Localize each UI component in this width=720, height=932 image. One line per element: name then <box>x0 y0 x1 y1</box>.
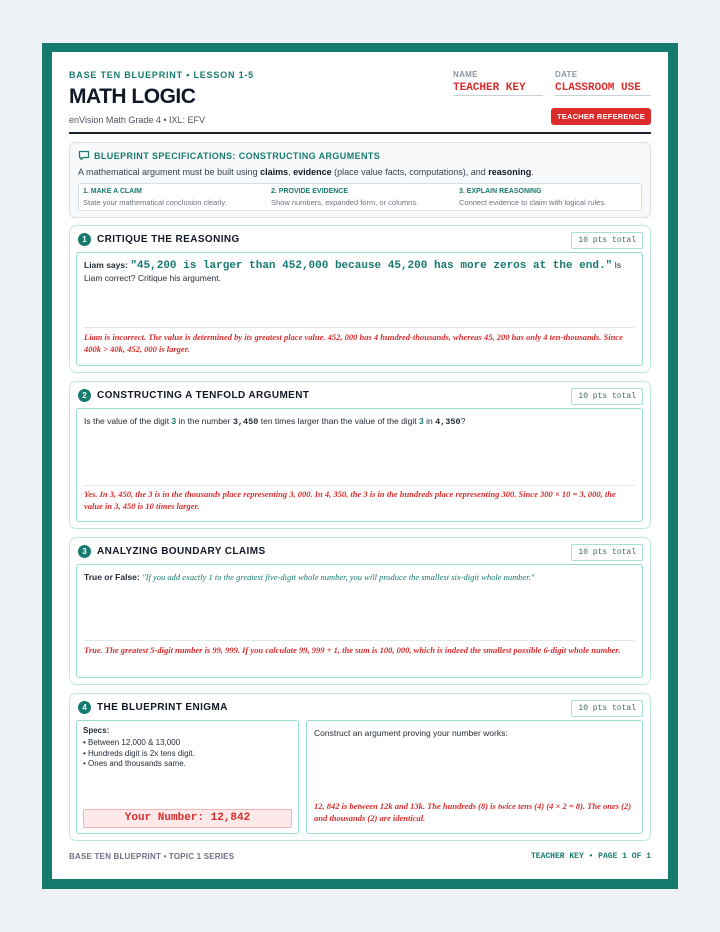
number-highlight: 4,350 <box>435 417 461 427</box>
answer-box[interactable] <box>76 564 643 678</box>
spec-column-claim <box>83 188 263 207</box>
column-heading: 1. MAKE A CLAIM <box>83 188 142 195</box>
question-header <box>78 233 240 246</box>
question-1 <box>69 225 651 373</box>
question-title: CRITIQUE THE REASONING <box>97 234 240 245</box>
spec-title <box>78 150 380 161</box>
points-badge: 10 pts total <box>571 700 643 717</box>
column-heading: 2. PROVIDE EVIDENCE <box>271 188 349 195</box>
column-description: State your mathematical conclusion clearly. <box>83 198 227 207</box>
spec-period: . <box>531 167 534 177</box>
answer-key: Liam is incorrect. The value is determined by its greatest place value. 452, 000 has 4 hundred-thousands, whereas 45, 200 has only 4 ten-thousands. Since 400k > 40k, 452, 000 is larger. <box>84 332 623 354</box>
prompt-lead: Liam says: <box>84 260 131 270</box>
answer-key: Yes. In 3, 450, the 3 is in the thousands place representing 3, 000. In 4, 350, the 3 is in the hundreds place representing 300. Since 300 × 10 = 3, 000, the value in 3, 450 is 10 times larger. <box>84 489 616 511</box>
prompt-tail: Is Liam correct? Critique his argument. <box>84 260 622 283</box>
name-field[interactable] <box>453 70 543 96</box>
answer-key: 12, 842 is between 12k and 13k. The hundreds (8) is twice tens (4) (4 × 2 = 8). The ones (2) and thousands (2) are identical. <box>314 801 632 823</box>
spec-item: • Hundreds digit is 2x tens digit. <box>83 748 195 758</box>
your-number-field[interactable]: Your Number: 12,842 <box>83 809 292 828</box>
points-badge: 10 pts total <box>571 232 643 249</box>
specs-box <box>76 720 299 834</box>
page-title: MATH LOGIC <box>69 85 196 108</box>
question-prompt <box>84 571 634 583</box>
date-value: CLASSROOM USE <box>555 82 651 96</box>
prompt-text: ? <box>460 416 466 426</box>
answer-divider <box>84 640 635 641</box>
question-prompt <box>84 259 634 284</box>
question-header <box>78 701 228 714</box>
worksheet <box>52 52 668 879</box>
worksheet-header <box>69 70 651 134</box>
spec-item: • Between 12,000 & 13,000 <box>83 738 181 747</box>
argument-prompt: Construct an argument proving your number works: <box>314 728 508 738</box>
teacher-reference-badge: TEACHER REFERENCE <box>551 108 651 125</box>
question-title: THE BLUEPRINT ENIGMA <box>97 702 228 713</box>
prompt-lead: True or False: <box>84 572 143 582</box>
question-prompt <box>84 415 634 428</box>
specs-heading: Specs: <box>83 726 110 735</box>
question-number: 1 <box>78 233 91 246</box>
digit-highlight: 3 <box>171 416 177 426</box>
spec-title-text: BLUEPRINT SPECIFICATIONS: CONSTRUCTING ARGUMENTS <box>94 150 381 161</box>
prompt-text: ten times larger than the value of the digit <box>258 416 420 426</box>
prompt-text: in the number <box>176 416 233 426</box>
spec-intro <box>78 167 534 177</box>
column-heading: 3. EXPLAIN REASONING <box>459 188 542 195</box>
question-number: 3 <box>78 545 91 558</box>
column-description: Connect evidence to claim with logical rules. <box>459 198 607 207</box>
lesson-eyebrow: BASE TEN BLUEPRINT • LESSON 1-5 <box>69 70 254 80</box>
points-badge: 10 pts total <box>571 544 643 561</box>
footer-series: BASE TEN BLUEPRINT • TOPIC 1 SERIES <box>69 852 235 861</box>
spec-intro-a: A mathematical argument must be built using <box>78 167 261 177</box>
name-value: TEACHER KEY <box>453 82 543 96</box>
answer-divider <box>84 485 635 486</box>
spec-comma: , <box>288 167 294 177</box>
date-field[interactable] <box>555 70 651 96</box>
column-description: Show numbers, expanded form, or columns. <box>271 198 419 207</box>
question-header <box>78 389 309 402</box>
footer-page: TEACHER KEY • PAGE 1 OF 1 <box>530 852 651 861</box>
question-number: 2 <box>78 389 91 402</box>
curriculum-subline: enVision Math Grade 4 • IXL: EFV <box>69 115 206 125</box>
answer-key: True. The greatest 5-digit number is 99, 999. If you calculate 99, 999 + 1, the sum is 100, 000, which is indeed the smallest possible 6-digit whole number. <box>84 645 621 655</box>
question-3 <box>69 537 651 685</box>
digit-highlight: 3 <box>419 416 424 426</box>
spec-column-evidence <box>271 188 451 207</box>
number-highlight: 3,450 <box>232 417 259 427</box>
argument-box[interactable] <box>306 720 643 834</box>
answer-divider <box>84 327 635 328</box>
claims-term: claims <box>260 167 289 177</box>
spec-intro-b: (place value facts, computations), and <box>331 167 489 177</box>
liam-quote: "45,200 is larger than 452,000 because 45,200 has more zeros at the end." <box>130 260 613 272</box>
date-label: DATE <box>555 70 578 79</box>
claim-quote: "If you add exactly 1 to the greatest five-digit whole number, you will produce the smallest six-digit whole number." <box>142 572 535 582</box>
spec-column-reasoning <box>459 188 639 207</box>
question-2 <box>69 381 651 529</box>
name-label: NAME <box>453 70 478 79</box>
spec-item: • Ones and thousands same. <box>83 759 186 768</box>
evidence-term: evidence <box>293 167 332 177</box>
prompt-text: Is the value of the digit <box>84 416 172 426</box>
spec-box <box>69 142 651 218</box>
question-header <box>78 545 266 558</box>
points-badge: 10 pts total <box>571 388 643 405</box>
prompt-text: in <box>423 416 436 426</box>
spec-columns <box>78 183 642 211</box>
reasoning-term: reasoning <box>488 167 532 177</box>
answer-box[interactable] <box>76 408 643 522</box>
question-number: 4 <box>78 701 91 714</box>
specs-list <box>83 738 195 770</box>
question-title: CONSTRUCTING A TENFOLD ARGUMENT <box>97 390 310 401</box>
question-title: ANALYZING BOUNDARY CLAIMS <box>97 546 266 557</box>
answer-box[interactable] <box>76 252 643 366</box>
question-4 <box>69 693 651 841</box>
speech-bubble-icon <box>78 150 90 161</box>
